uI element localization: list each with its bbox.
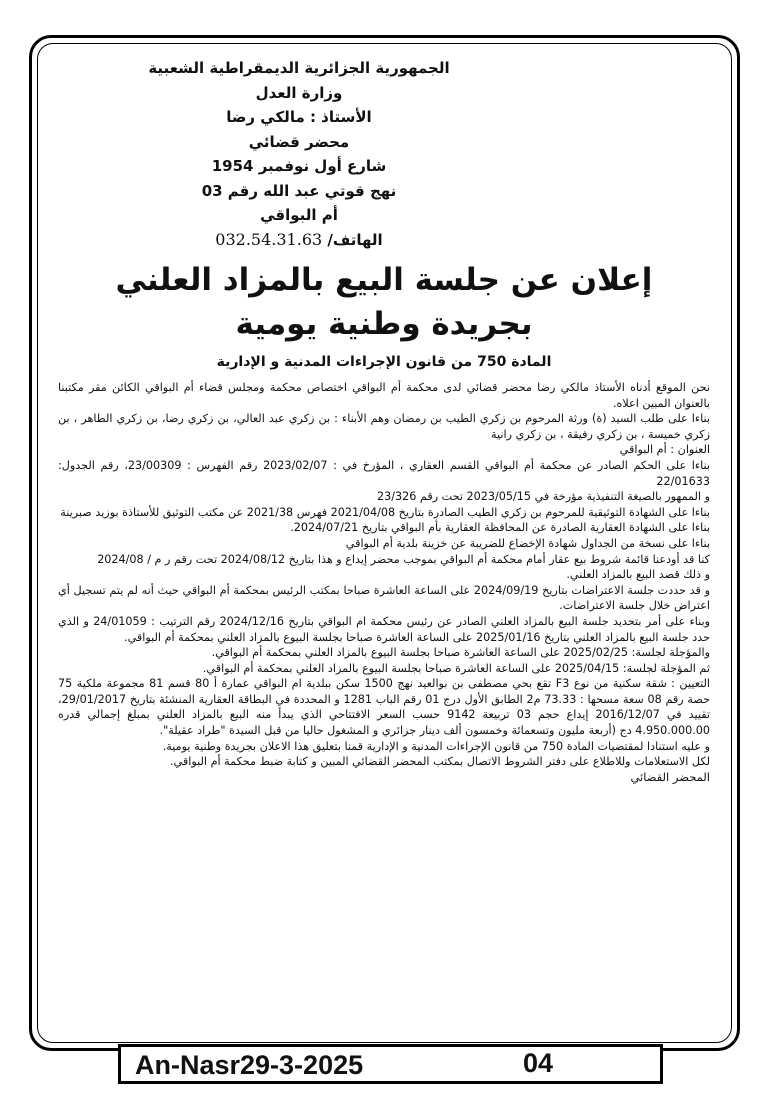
street-address-2: نهج قوتي عبد الله رقم 03 [201, 181, 397, 200]
city-name: أم البواقي [260, 206, 338, 224]
body-paragraph: بناءا على الشهادة العقارية الصادرة عن المحافظة العقارية بأم البواقي بتاريخ 2024/07/21. [290, 521, 710, 535]
body-paragraph: و عليه استنادا لمقتضيات المادة 750 من قانون الإجراءات المدنية و الإدارية قمنا بتعليق هذا الاعلان بجريدة وطنية يومية. [162, 739, 710, 753]
body-paragraph: وبناء على أمر بتحديد جلسة البيع بالمزاد العلني الصادر عن رئيس محكمة ام البواقي بتاريخ 2024/12/16 رقم الترتيب : 24/01059 و الذي حدد جلسة البيع بالمزاد العلني بتاريخ 2025/01/16 على الساعة العاشرة صباحا بجلسة البيوع بالمزاد العلني بمحكمة أم البواقي. [58, 614, 711, 644]
ministry-name: وزارة العدل [255, 83, 343, 102]
body-paragraph: بناءا على الحكم الصادر عن محكمة أم البواقي القسم العقاري ، المؤرخ في : 2023/02/07 رقم الفهرس : 23/00309، رقم الجدول: 22/01633 [58, 458, 710, 488]
newspaper-name-date: An-Nasr29-3-2025 [135, 1050, 364, 1080]
body-paragraph: كنا قد أودعنا قائمة شروط بيع عقار أمام محكمة أم البواقي بموجب محضر إيداع و هذا بتاريخ 2024/08/12 تحت رقم ر م / 2024/08 [97, 552, 710, 566]
phone-line [58, 228, 540, 253]
office-type: محضر قضائي [248, 132, 350, 151]
letterhead [58, 56, 540, 252]
body-paragraph: العنوان : أم البواقي [619, 443, 710, 457]
lawyer-name: الأستاذ : مالكي رضا [226, 108, 372, 126]
body-paragraph: التعيين : شقة سكنية من نوع F3 تقع بحي مصطفى بن بوالعيد نهج 1500 سكن ببلدية ام البواقي عمارة أ 80 قسم 81 مجموعة ملكية 75 حصة رقم 08 سعة مسحها : 73.33 م2 الطابق الأول درج 01 رقم الباب 1281 و المحددة في البطاقة العقارية المنشئة بتاريخ 29/01/2017، تقييد في 2016/12/07 إيداع حجم 03 تربيعة 9142 حسب السعر الافتتاحي الذي يبدأ منه البيع بالمزاد العلني بمبلغ إجمالي قدره 4.950.000.00 دج (أربعة مليون وتسعمائة وخمسون ألف دينار جزائري و المشغول حاليا من قبل السيدة "طراد عقيلة". [58, 677, 710, 738]
body-paragraph: و قد حددت جلسة الاعتراضات بتاريخ 2024/09/19 على الساعة العاشرة صباحا بمكتب الرئيس بمحكمة أم البواقي حيث أنه لم يتم تسجيل أي اعتراض خلال جلسة الاعتراضات. [58, 583, 710, 613]
page-number: 04 [523, 1048, 554, 1078]
phone-number: 032.54.31.63 [215, 229, 323, 249]
body-paragraph: و ذلك قصد البيع بالمزاد العلني. [566, 568, 710, 582]
phone-label: الهاتف/ [327, 230, 383, 249]
announcement-body [58, 380, 710, 785]
announcement-title [58, 258, 710, 346]
newspaper-footer [118, 1044, 663, 1084]
street-address: شارع أول نوفمبر 1954 [211, 157, 387, 175]
legal-reference: المادة 750 من قانون الإجراءات المدنية و الإدارية [216, 354, 552, 370]
body-paragraph: و الممهور بالصيغة التنفيذية مؤرخة في 2023/05/15 تحت رقم 23/326 [376, 490, 710, 504]
body-paragraph: بناءا على نسخة من الجداول شهادة الإخضاع للضريبة عن خزينة بلدية أم البواقي [345, 536, 710, 550]
republic-name: الجمهورية الجزائرية الديمقراطية الشعبية [148, 59, 450, 77]
title-line-2: بجريدة وطنية يومية [235, 306, 533, 342]
body-paragraph: لكل الاستعلامات وللاطلاع على دفتر الشروط الاتصال بمكتب المحضر القضائي المبين و كتابة ضبط محكمة أم البواقي. [170, 755, 710, 769]
body-paragraph: بناءا على طلب السيد (ة) ورثة المرحوم بن زكري الطيب بن رمضان وهم الأبناء : بن زكري عبد العالي، بن زكري رضا، بن زكري الطاهر ، بن زكري خميسة ، بن زكري رفيقة ، بن زكري رانية [58, 412, 710, 441]
announcement-content [58, 56, 710, 1021]
title-line-1: إعلان عن جلسة البيع بالمزاد العلني [115, 262, 653, 298]
signature: المحضر القضائي [630, 769, 710, 784]
body-paragraph: نحن الموقع أدناه الأستاذ مالكي رضا محضر قضائي لدى محكمة أم البواقي اختصاص محكمة ومجلس قضاء أم البواقي الكائن مقر مكتبنا بالعنوان المبين اعلاه. [58, 381, 710, 410]
body-paragraph: بناءا على الشهادة التوثيقية للمرحوم بن زكري الطيب الصادرة بتاريخ 2021/04/08 فهرس 2021/38 عن مكتب التوثيق للأستاذة بوزيد صبرينة [60, 505, 710, 519]
body-paragraph: والمؤجلة لجلسة: 2025/02/25 على الساعة العاشرة صباحا بجلسة البيوع بالمزاد العلني بمحكمة أم البواقي. [211, 646, 710, 660]
body-paragraph: ثم المؤجلة لجلسة: 2025/04/15 على الساعة العاشرة صباحا بجلسة البيوع بالمزاد العلني بمحكمة أم البواقي. [202, 661, 710, 675]
